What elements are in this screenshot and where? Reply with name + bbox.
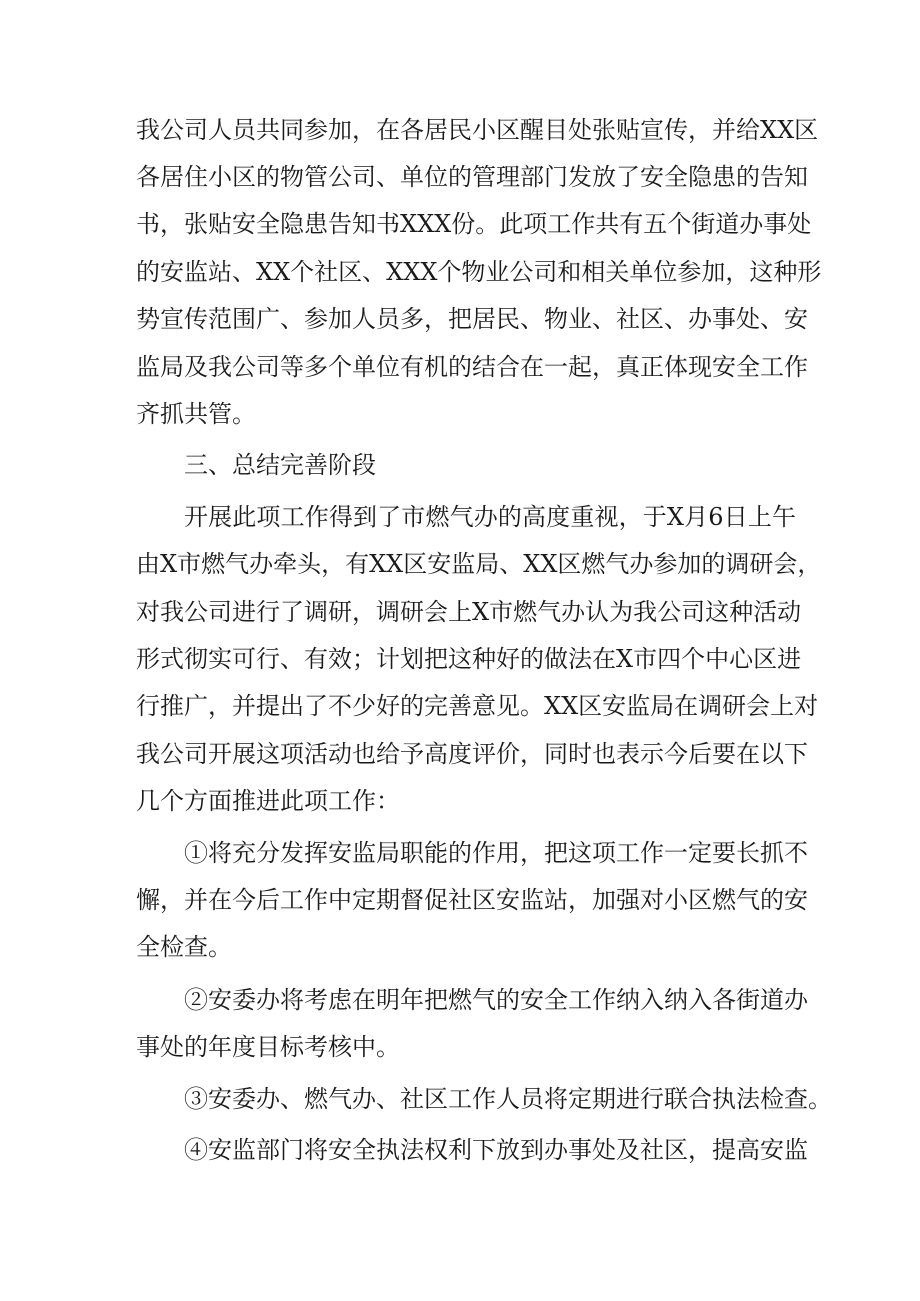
- paragraph-line: 书，张贴安全隐患告知书XXX份。此项工作共有五个街道办事处: [136, 210, 812, 238]
- paragraph-line: 监局及我公司等多个单位有机的结合在一起，真正体现安全工作: [136, 353, 808, 381]
- list-item-line: ③安委办、燃气办、社区工作人员将定期进行联合执法检查。: [184, 1085, 832, 1113]
- list-item-line: ④安监部门将安全执法权利下放到办事处及社区，提高安监: [184, 1136, 808, 1164]
- list-item-line: ②安委办将考虑在明年把燃气的安全工作纳入纳入各街道办: [184, 986, 808, 1014]
- paragraph-line: 我公司开展这项活动也给予高度评价，同时也表示今后要在以下: [136, 740, 808, 768]
- paragraph-line: 行推广，并提出了不少好的完善意见。XX区安监局在调研会上对: [136, 692, 819, 720]
- paragraph-line: 几个方面推进此项工作：: [136, 787, 400, 815]
- paragraph-line: 形式彻实可行、有效；计划把这种好的做法在X市四个中心区进: [136, 645, 802, 673]
- paragraph-line: 由X市燃气办牵头，有XX区安监局、XX区燃气办参加的调研会，: [136, 550, 822, 578]
- list-item-line: 全检查。: [136, 933, 232, 961]
- paragraph-line: 齐抓共管。: [136, 400, 256, 428]
- list-item-line: 懈，并在今后工作中定期督促社区安监站，加强对小区燃气的安: [136, 886, 808, 914]
- paragraph-line: 各居住小区的物管公司、单位的管理部门发放了安全隐患的告知: [136, 163, 808, 191]
- paragraph-line: 我公司人员共同参加，在各居民小区醒目处张贴宣传，并给XX区: [136, 116, 819, 144]
- section-heading: 三、总结完善阶段: [184, 451, 376, 479]
- list-item-line: 事处的年度目标考核中。: [136, 1033, 400, 1061]
- paragraph-line: 势宣传范围广、参加人员多，把居民、物业、社区、办事处、安: [136, 305, 808, 333]
- list-item-line: ①将充分发挥安监局职能的作用，把这项工作一定要长抓不: [184, 839, 808, 867]
- paragraph-line: 的安监站、XX个社区、XXX个物业公司和相关单位参加，这种形: [136, 258, 822, 286]
- paragraph-line: 对我公司进行了调研，调研会上X市燃气办认为我公司这种活动: [136, 598, 802, 626]
- paragraph-line: 开展此项工作得到了市燃气办的高度重视，于X月6日上午: [184, 503, 796, 531]
